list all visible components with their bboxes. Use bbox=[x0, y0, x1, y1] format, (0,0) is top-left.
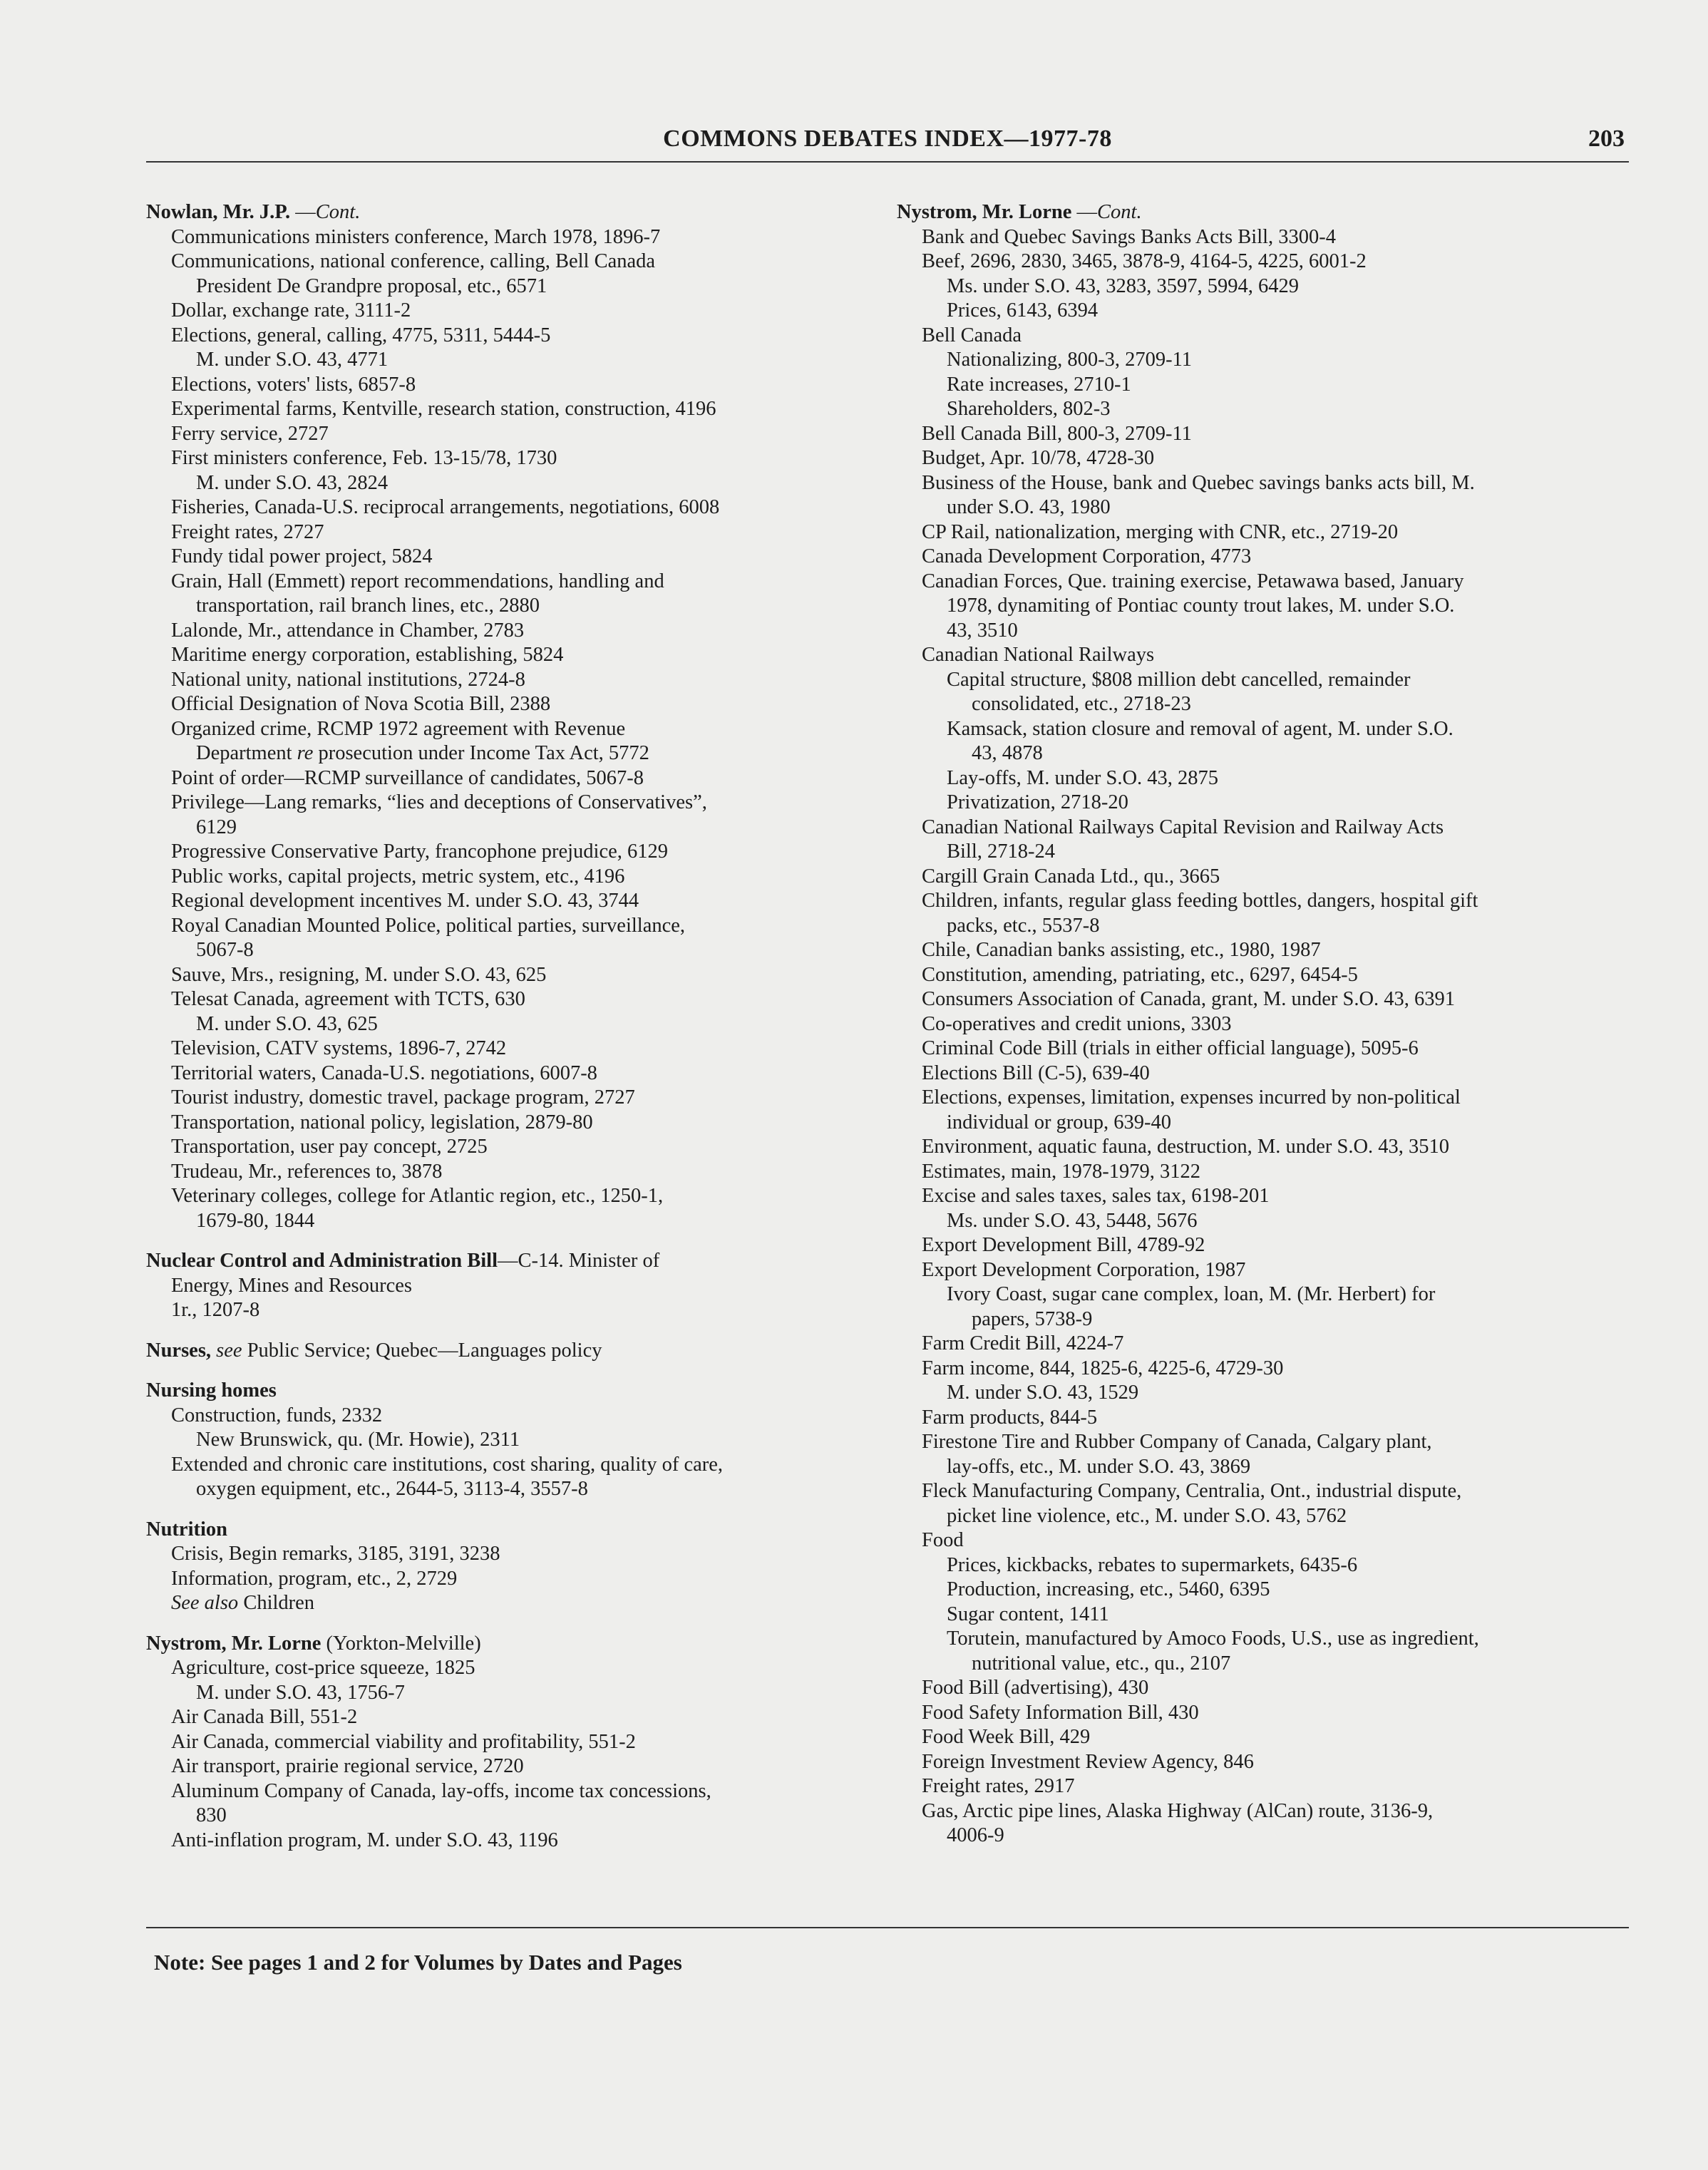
subentry-line: Nationalizing, 800-3, 2709-11 bbox=[947, 349, 1193, 371]
index-entry bbox=[146, 1632, 888, 1853]
subentry-line: Bell Canada Bill, 800-3, 2709-11 bbox=[922, 422, 1192, 445]
subentry-line: Information, program, etc., 2, 2729 bbox=[171, 1567, 458, 1590]
subentry-line: M. under S.O. 43, 1756-7 bbox=[196, 1681, 405, 1704]
subentry-line: Grain, Hall (Emmett) report recommendations, handling and bbox=[171, 570, 664, 592]
subentry-line: Progressive Conservative Party, francophone prejudice, 6129 bbox=[171, 840, 668, 863]
subentry-line: 5067-8 bbox=[196, 939, 254, 961]
subentry-line: National unity, national institutions, 2724-8 bbox=[171, 668, 525, 691]
subentry-line: lay-offs, etc., M. under S.O. 43, 3869 bbox=[947, 1455, 1251, 1478]
subentry-line: Cargill Grain Canada Ltd., qu., 3665 bbox=[922, 865, 1220, 888]
subentry-line: 1r., 1207-8 bbox=[171, 1299, 260, 1321]
subentry-line: transportation, rail branch lines, etc., 2880 bbox=[196, 595, 540, 617]
subentry-line: Dollar, exchange rate, 3111-2 bbox=[171, 299, 411, 322]
subentry-line: Beef, 2696, 2830, 3465, 3878-9, 4164-5, 4225, 6001-2 bbox=[922, 250, 1367, 272]
subentry-line: Energy, Mines and Resources bbox=[171, 1274, 412, 1297]
subentry-line: Trudeau, Mr., references to, 3878 bbox=[171, 1160, 443, 1183]
subentry-line: Freight rates, 2917 bbox=[922, 1775, 1075, 1797]
subentry-line: Elections, general, calling, 4775, 5311, 5444-5 bbox=[171, 324, 551, 346]
subentry-line: Torutein, manufactured by Amoco Foods, U.S., use as ingredient, bbox=[947, 1628, 1479, 1650]
index-entry bbox=[146, 1518, 888, 1616]
subentry-line: M. under S.O. 43, 625 bbox=[196, 1012, 378, 1035]
subentry-line: Ivory Coast, sugar cane complex, loan, M. (Mr. Herbert) for bbox=[947, 1283, 1436, 1305]
subentry-line: Extended and chronic care institutions, cost sharing, quality of care, bbox=[171, 1453, 724, 1476]
subentry-line: M. under S.O. 43, 4771 bbox=[196, 349, 389, 371]
subentry-line: 1978, dynamiting of Pontiac county trout lakes, M. under S.O. bbox=[947, 595, 1455, 617]
subentry-line: Elections, expenses, limitation, expenses incurred by non-political bbox=[922, 1086, 1461, 1109]
subentry-line: Air transport, prairie regional service, 2720 bbox=[171, 1755, 524, 1777]
line-part-it: re bbox=[297, 742, 314, 764]
subentry-line: 1679-80, 1844 bbox=[196, 1209, 315, 1232]
heading-bold: Nystrom, Mr. Lorne bbox=[146, 1632, 321, 1655]
subentry-line: Transportation, national policy, legislation, 2879-80 bbox=[171, 1111, 593, 1133]
subentry-line: Production, increasing, etc., 5460, 6395 bbox=[947, 1578, 1270, 1600]
subentry-line: Fundy tidal power project, 5824 bbox=[171, 545, 433, 567]
subentry-line: Bill, 2718-24 bbox=[947, 840, 1056, 863]
page-number: 203 bbox=[1588, 125, 1625, 152]
subentry-line: Food Bill (advertising), 430 bbox=[922, 1677, 1149, 1699]
subentry-line: Export Development Bill, 4789-92 bbox=[922, 1234, 1205, 1256]
subentry-line: Kamsack, station closure and removal of agent, M. under S.O. bbox=[947, 717, 1454, 740]
subentry-line: Chile, Canadian banks assisting, etc., 1980, 1987 bbox=[922, 939, 1321, 961]
subentry-line: Elections Bill (C-5), 639-40 bbox=[922, 1061, 1150, 1084]
subentry-line: Food Week Bill, 429 bbox=[922, 1726, 1091, 1748]
subentry-line: 4006-9 bbox=[947, 1824, 1004, 1846]
heading-bold: Nowlan, Mr. J.P. bbox=[146, 201, 291, 223]
heading-bold: Nystrom, Mr. Lorne bbox=[897, 201, 1072, 223]
subentry-line: Food bbox=[922, 1529, 964, 1551]
subentry-line: Children, infants, regular glass feeding bottles, dangers, hospital gift bbox=[922, 890, 1478, 912]
running-title: COMMONS DEBATES INDEX—1977-78 bbox=[663, 125, 1112, 152]
subentry-line: Farm Credit Bill, 4224-7 bbox=[922, 1332, 1124, 1354]
subentry-line: Communications, national conference, calling, Bell Canada bbox=[171, 250, 656, 272]
footer-rule bbox=[146, 1927, 1629, 1928]
subentry-line: under S.O. 43, 1980 bbox=[947, 496, 1111, 518]
subentry-line: Privilege—Lang remarks, “lies and deceptions of Conservatives”, bbox=[171, 791, 707, 813]
subentry-line: Canadian Forces, Que. training exercise, Petawawa based, January bbox=[922, 570, 1464, 592]
entry-heading bbox=[146, 1632, 888, 1657]
heading-rest: —C-14. Minister of bbox=[498, 1250, 660, 1272]
index-entry bbox=[146, 200, 888, 1233]
subentry-line: Farm products, 844-5 bbox=[922, 1406, 1098, 1429]
subentry-line: packs, etc., 5537-8 bbox=[947, 914, 1100, 937]
subentry-line: Excise and sales taxes, sales tax, 6198-201 bbox=[922, 1185, 1270, 1207]
subentry-line: individual or group, 639-40 bbox=[947, 1111, 1172, 1133]
subentry-line: Official Designation of Nova Scotia Bill, 2388 bbox=[171, 693, 551, 715]
subentry-line: Environment, aquatic fauna, destruction, M. under S.O. 43, 3510 bbox=[922, 1136, 1450, 1158]
entry-heading bbox=[146, 1339, 888, 1364]
subentry-line: Bank and Quebec Savings Banks Acts Bill, 3300-4 bbox=[922, 225, 1337, 248]
heading-italic: Cont. bbox=[315, 201, 361, 223]
footer-note: Note: See pages 1 and 2 for Volumes by Dates and Pages bbox=[154, 1950, 682, 1975]
line-part-it: See also bbox=[171, 1592, 239, 1614]
subentry-line: Prices, kickbacks, rebates to supermarkets, 6435-6 bbox=[947, 1553, 1358, 1576]
entry-heading bbox=[146, 1518, 888, 1543]
heading-bold: Nuclear Control and Administration Bill bbox=[146, 1250, 498, 1272]
subentry-line: picket line violence, etc., M. under S.O. 43, 5762 bbox=[947, 1504, 1347, 1527]
line-part-post: Children bbox=[238, 1592, 315, 1614]
heading-rest: (Yorkton-Melville) bbox=[321, 1632, 481, 1655]
subentry-line: Estimates, main, 1978-1979, 3122 bbox=[922, 1160, 1201, 1183]
subentry-line: Canadian National Railways bbox=[922, 644, 1155, 666]
subentry-line: Ms. under S.O. 43, 5448, 5676 bbox=[947, 1209, 1198, 1232]
subentry-line: Regional development incentives M. under S.O. 43, 3744 bbox=[171, 890, 639, 912]
subentry-line: 43, 4878 bbox=[972, 742, 1043, 764]
subentry-line: Air Canada, commercial viability and profitability, 551-2 bbox=[171, 1730, 636, 1753]
subentry-line: Prices, 6143, 6394 bbox=[947, 299, 1099, 322]
subentry-line: New Brunswick, qu. (Mr. Howie), 2311 bbox=[196, 1429, 520, 1451]
subentry-line: Fisheries, Canada-U.S. reciprocal arrangements, negotiations, 6008 bbox=[171, 496, 720, 518]
subentry-line: Consumers Association of Canada, grant, M. under S.O. 43, 6391 bbox=[922, 988, 1456, 1010]
subentry-line: Experimental farms, Kentville, research station, construction, 4196 bbox=[171, 398, 716, 420]
subentry-line: Veterinary colleges, college for Atlantic region, etc., 1250-1, bbox=[171, 1185, 664, 1207]
subentry-line: Territorial waters, Canada-U.S. negotiations, 6007-8 bbox=[171, 1061, 597, 1084]
index-column-right bbox=[897, 200, 1638, 1864]
heading-rest: Public Service; Quebec—Languages policy bbox=[242, 1339, 602, 1362]
heading-bold: Nurses, bbox=[146, 1339, 212, 1362]
subentry-line: Bell Canada bbox=[922, 324, 1022, 346]
subentry-line: Business of the House, bank and Quebec savings banks acts bill, M. bbox=[922, 471, 1475, 494]
subentry-line: M. under S.O. 43, 1529 bbox=[947, 1382, 1139, 1404]
subentry-line: Organized crime, RCMP 1972 agreement with Revenue bbox=[171, 717, 626, 740]
entry-heading bbox=[146, 200, 888, 225]
line-part-post: prosecution under Income Tax Act, 5772 bbox=[313, 742, 649, 764]
subentry-line: Communications ministers conference, March 1978, 1896-7 bbox=[171, 225, 661, 248]
subentry-line: papers, 5738-9 bbox=[972, 1307, 1093, 1330]
subentry-line: Freight rates, 2727 bbox=[171, 520, 324, 543]
heading-sep: — bbox=[1071, 201, 1098, 223]
subentry-line: Ms. under S.O. 43, 3283, 3597, 5994, 6429 bbox=[947, 274, 1300, 297]
subentry-line: Shareholders, 802-3 bbox=[947, 398, 1111, 420]
subentry-line: Firestone Tire and Rubber Company of Canada, Calgary plant, bbox=[922, 1431, 1432, 1453]
subentry-line: Lalonde, Mr., attendance in Chamber, 2783 bbox=[171, 619, 525, 642]
subentry-line: Construction, funds, 2332 bbox=[171, 1404, 383, 1426]
subentry-line: Criminal Code Bill (trials in either official language), 5095-6 bbox=[922, 1037, 1419, 1059]
index-entry bbox=[146, 1249, 888, 1323]
subentry-line: Farm income, 844, 1825-6, 4225-6, 4729-30 bbox=[922, 1357, 1284, 1379]
subentry-line: Sugar content, 1411 bbox=[947, 1603, 1109, 1625]
subentry-line: Privatization, 2718-20 bbox=[947, 791, 1128, 813]
subentry-line: Rate increases, 2710-1 bbox=[947, 373, 1131, 396]
index-column-left bbox=[146, 200, 888, 1868]
subentry-line: 6129 bbox=[196, 816, 237, 838]
subentry-line: Food Safety Information Bill, 430 bbox=[922, 1701, 1199, 1724]
subentry-line: 43, 3510 bbox=[947, 619, 1018, 642]
subentry-line: Point of order—RCMP surveillance of candidates, 5067-8 bbox=[171, 766, 644, 789]
subentry-line: Co-operatives and credit unions, 3303 bbox=[922, 1012, 1232, 1035]
subentry-line: Television, CATV systems, 1896-7, 2742 bbox=[171, 1037, 507, 1059]
subentry-line: Public works, capital projects, metric system, etc., 4196 bbox=[171, 865, 625, 888]
subentry-line: Ferry service, 2727 bbox=[171, 422, 329, 445]
subentry-line: M. under S.O. 43, 2824 bbox=[196, 471, 389, 494]
subentry-line: Royal Canadian Mounted Police, political parties, surveillance, bbox=[171, 914, 686, 937]
page-header bbox=[146, 120, 1629, 163]
heading-bold: Nutrition bbox=[146, 1518, 227, 1541]
subentry-line: Maritime energy corporation, establishing, 5824 bbox=[171, 644, 564, 666]
subentry-line: 830 bbox=[196, 1804, 227, 1826]
heading-italic: see bbox=[216, 1339, 242, 1362]
subentry-line: Agriculture, cost-price squeeze, 1825 bbox=[171, 1657, 475, 1679]
subentry-line: Gas, Arctic pipe lines, Alaska Highway (AlCan) route, 3136-9, bbox=[922, 1799, 1434, 1822]
subentry-line: First ministers conference, Feb. 13-15/78, 1730 bbox=[171, 447, 557, 469]
line-part-pre: Department bbox=[196, 742, 297, 764]
subentry-line: President De Grandpre proposal, etc., 6571 bbox=[196, 274, 547, 297]
subentry-line: Canadian National Railways Capital Revision and Railway Acts bbox=[922, 816, 1444, 838]
subentry-line bbox=[146, 1591, 888, 1616]
entry-heading bbox=[146, 1379, 888, 1404]
subentry-line: Sauve, Mrs., resigning, M. under S.O. 43, 625 bbox=[171, 963, 547, 986]
subentry-line: Lay-offs, M. under S.O. 43, 2875 bbox=[947, 766, 1219, 789]
subentry-line: Anti-inflation program, M. under S.O. 43, 1196 bbox=[171, 1829, 558, 1851]
index-entry bbox=[897, 200, 1638, 1848]
subentry-line bbox=[146, 741, 888, 766]
subentry-line: Foreign Investment Review Agency, 846 bbox=[922, 1750, 1254, 1773]
subentry-line: Telesat Canada, agreement with TCTS, 630 bbox=[171, 988, 525, 1010]
entry-heading bbox=[146, 1249, 888, 1274]
subentry-line: Fleck Manufacturing Company, Centralia, Ont., industrial dispute, bbox=[922, 1480, 1462, 1502]
heading-italic: Cont. bbox=[1097, 201, 1142, 223]
entry-heading bbox=[897, 200, 1638, 225]
index-entry bbox=[146, 1379, 888, 1502]
subentry-line: Canada Development Corporation, 4773 bbox=[922, 545, 1252, 567]
index-entry bbox=[146, 1339, 888, 1364]
heading-sep: — bbox=[290, 201, 316, 223]
subentry-line: Crisis, Begin remarks, 3185, 3191, 3238 bbox=[171, 1543, 500, 1565]
subentry-line: Elections, voters' lists, 6857-8 bbox=[171, 373, 416, 396]
subentry-line: Tourist industry, domestic travel, package program, 2727 bbox=[171, 1086, 635, 1109]
heading-bold: Nursing homes bbox=[146, 1379, 277, 1402]
subentry-line: nutritional value, etc., qu., 2107 bbox=[972, 1652, 1231, 1675]
subentry-line: Transportation, user pay concept, 2725 bbox=[171, 1136, 488, 1158]
subentry-line: oxygen equipment, etc., 2644-5, 3113-4, 3557-8 bbox=[196, 1478, 588, 1500]
subentry-line: Air Canada Bill, 551-2 bbox=[171, 1706, 358, 1728]
subentry-line: Budget, Apr. 10/78, 4728-30 bbox=[922, 447, 1155, 469]
subentry-line: CP Rail, nationalization, merging with CNR, etc., 2719-20 bbox=[922, 520, 1399, 543]
subentry-line: Capital structure, $808 million debt cancelled, remainder bbox=[947, 668, 1411, 691]
subentry-line: Constitution, amending, patriating, etc., 6297, 6454-5 bbox=[922, 963, 1358, 986]
subentry-line: consolidated, etc., 2718-23 bbox=[972, 693, 1191, 715]
subentry-line: Export Development Corporation, 1987 bbox=[922, 1258, 1246, 1281]
subentry-line: Aluminum Company of Canada, lay-offs, income tax concessions, bbox=[171, 1779, 711, 1802]
